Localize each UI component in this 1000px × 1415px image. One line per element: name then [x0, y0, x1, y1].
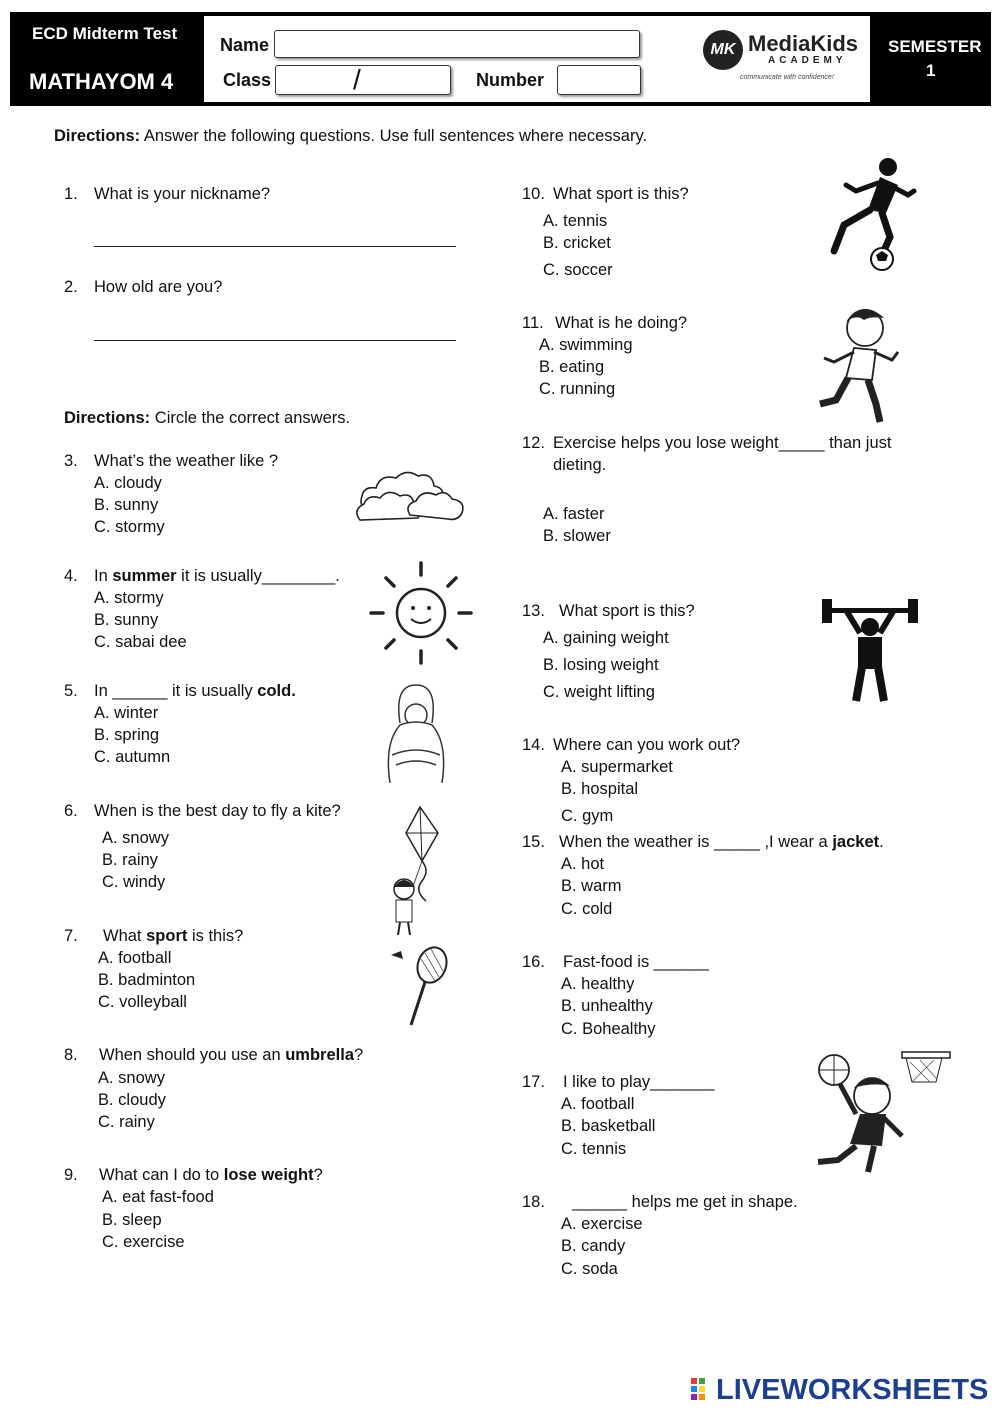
q13-option-b[interactable]: B. losing weight — [543, 656, 659, 674]
q9-number: 9. — [64, 1166, 78, 1184]
q5-text — [94, 680, 296, 702]
q3-option-c[interactable]: C. stormy — [94, 518, 165, 536]
directions-2 — [64, 407, 350, 429]
winter-person-icon — [370, 683, 460, 788]
q4-option-a[interactable]: A. stormy — [94, 589, 164, 607]
q11-option-a[interactable]: A. swimming — [539, 336, 633, 354]
q12-text-line1: Exercise helps you lose weight_____ than just — [553, 434, 892, 452]
q6-option-a[interactable]: A. snowy — [102, 829, 169, 847]
q2-answer-line[interactable] — [94, 326, 456, 341]
q2-number: 2. — [64, 278, 78, 296]
q4-text-pre: In — [94, 567, 113, 585]
q15-keyword: jacket — [832, 833, 880, 851]
q3-option-b[interactable]: B. sunny — [94, 496, 159, 514]
number-label: Number — [476, 70, 545, 90]
q3-text: What’s the weather like ? — [94, 452, 279, 470]
q4-option-c[interactable]: C. sabai dee — [94, 633, 187, 651]
q15-text — [559, 831, 884, 853]
q12-text-line2: dieting. — [553, 456, 607, 474]
q18-number: 18. — [522, 1193, 545, 1211]
q13-option-a[interactable]: A. gaining weight — [543, 629, 669, 647]
q3-number: 3. — [64, 452, 78, 470]
q14-number: 14. — [522, 736, 545, 754]
q11-number: 11. — [522, 314, 544, 332]
brand-tagline: communicate with confidence! — [740, 74, 834, 81]
q10-text: What sport is this? — [553, 185, 689, 203]
q4-text-post: it is usually________. — [176, 567, 340, 585]
q10-option-b[interactable]: B. cricket — [543, 234, 611, 252]
q11-text: What is he doing? — [555, 314, 688, 332]
name-label: Name — [220, 35, 270, 55]
sun-icon — [366, 560, 476, 666]
q18-option-b[interactable]: B. candy — [561, 1237, 626, 1255]
level-title: MATHAYOM 4 — [29, 69, 174, 94]
test-name: ECD Midterm Test — [32, 24, 178, 43]
q13-option-c[interactable]: C. weight lifting — [543, 683, 655, 701]
q9-text-pre: What can I do to — [99, 1166, 224, 1184]
liveworksheets-brand[interactable]: LIVEWORKSHEETS — [716, 1374, 989, 1406]
q8-text-post: ? — [354, 1046, 364, 1064]
directions-label: Directions: — [54, 127, 141, 145]
q4-keyword: summer — [112, 567, 177, 585]
q7-text-post: is this? — [187, 927, 244, 945]
q15-number: 15. — [522, 833, 545, 851]
q4-number: 4. — [64, 567, 78, 585]
class-separator: / — [353, 64, 361, 95]
directions-text: Circle the correct answers. — [150, 409, 351, 427]
running-boy-icon — [810, 300, 910, 425]
q8-option-c[interactable]: C. rainy — [98, 1113, 155, 1131]
q17-text: I like to play_______ — [563, 1073, 715, 1091]
number-input[interactable] — [557, 65, 641, 95]
q1-answer-line[interactable] — [94, 232, 456, 247]
q15-option-c[interactable]: C. cold — [561, 900, 613, 918]
directions-label: Directions: — [64, 409, 151, 427]
q18-text: ______ helps me get in shape. — [572, 1193, 798, 1211]
q10-number: 10. — [522, 185, 545, 203]
q16-option-a[interactable]: A. healthy — [561, 975, 635, 993]
q5-option-a[interactable]: A. winter — [94, 704, 159, 722]
q12-option-b[interactable]: B. slower — [543, 527, 611, 545]
q1-number: 1. — [64, 185, 78, 203]
kite-icon — [380, 805, 450, 937]
q9-option-c[interactable]: C. exercise — [102, 1233, 185, 1251]
q18-option-c[interactable]: C. soda — [561, 1260, 618, 1278]
q7-text — [103, 925, 243, 947]
q8-text — [99, 1044, 363, 1066]
q1-text: What is your nickname? — [94, 185, 271, 203]
q4-option-b[interactable]: B. sunny — [94, 611, 159, 629]
semester-value: 1 — [926, 61, 936, 80]
q17-option-a[interactable]: A. football — [561, 1095, 635, 1113]
q5-option-b[interactable]: B. spring — [94, 726, 160, 744]
q6-text: When is the best day to fly a kite? — [94, 802, 341, 820]
q7-option-b[interactable]: B. badminton — [98, 971, 196, 989]
q10-option-a[interactable]: A. tennis — [543, 212, 608, 230]
q6-option-c[interactable]: C. windy — [102, 873, 166, 891]
q9-keyword: lose weight — [223, 1166, 314, 1184]
directions-text: Answer the following questions. Use full sentences where necessary. — [140, 127, 648, 145]
q7-text-pre: What — [103, 927, 147, 945]
q15-option-b[interactable]: B. warm — [561, 877, 622, 895]
q14-option-a[interactable]: A. supermarket — [561, 758, 673, 776]
q14-text: Where can you work out? — [553, 736, 741, 754]
q15-text-pre: When the weather is _____ ,I wear a — [559, 833, 833, 851]
q5-text-pre: In ______ it is usually — [94, 682, 258, 700]
q17-number: 17. — [522, 1073, 545, 1091]
q13-number: 13. — [522, 602, 545, 620]
q15-text-post: . — [879, 833, 884, 851]
q12-option-a[interactable]: A. faster — [543, 505, 605, 523]
q8-number: 8. — [64, 1046, 78, 1064]
q16-text: Fast-food is ______ — [563, 953, 709, 971]
name-input[interactable] — [274, 30, 640, 58]
q16-option-b[interactable]: B. unhealthy — [561, 997, 653, 1015]
q10-option-c[interactable]: C. soccer — [543, 261, 613, 279]
q8-option-a[interactable]: A. snowy — [98, 1069, 165, 1087]
clouds-icon — [350, 465, 475, 535]
q5-number: 5. — [64, 682, 78, 700]
q16-number: 16. — [522, 953, 545, 971]
q3-option-a[interactable]: A. cloudy — [94, 474, 162, 492]
q9-text — [99, 1164, 323, 1186]
basketball-player-icon — [810, 1048, 960, 1178]
q11-option-b[interactable]: B. eating — [539, 358, 605, 376]
q18-option-a[interactable]: A. exercise — [561, 1215, 643, 1233]
class-input[interactable] — [275, 65, 451, 95]
q8-text-pre: When should you use an — [99, 1046, 286, 1064]
class-label: Class — [223, 70, 272, 90]
q12-number: 12. — [522, 434, 545, 452]
brand-sub: ACADEMY — [768, 55, 847, 66]
q8-option-b[interactable]: B. cloudy — [98, 1091, 166, 1109]
q4-text — [94, 565, 340, 587]
q6-option-b[interactable]: B. rainy — [102, 851, 158, 869]
q9-option-b[interactable]: B. sleep — [102, 1211, 162, 1229]
q13-text: What sport is this? — [559, 602, 695, 620]
q6-number: 6. — [64, 802, 78, 820]
soccer-player-icon — [820, 155, 925, 275]
q5-keyword: cold. — [257, 682, 296, 700]
q16-option-c[interactable]: C. Bohealthy — [561, 1020, 656, 1038]
q2-text: How old are you? — [94, 278, 223, 296]
q7-number: 7. — [64, 927, 78, 945]
q9-text-post: ? — [313, 1166, 323, 1184]
q11-option-c[interactable]: C. running — [539, 380, 616, 398]
directions-1 — [54, 125, 647, 147]
q17-option-b[interactable]: B. basketball — [561, 1117, 656, 1135]
q14-option-c[interactable]: C. gym — [561, 807, 614, 825]
q17-option-c[interactable]: C. tennis — [561, 1140, 627, 1158]
mediakids-logo-icon — [703, 30, 743, 70]
q15-option-a[interactable]: A. hot — [561, 855, 605, 873]
q14-option-b[interactable]: B. hospital — [561, 780, 639, 798]
liveworksheets-logo-icon — [691, 1378, 713, 1404]
weightlifter-icon — [818, 595, 923, 705]
badminton-racket-icon — [385, 945, 455, 1030]
q7-option-a[interactable]: A. football — [98, 949, 172, 967]
q5-option-c[interactable]: C. autumn — [94, 748, 171, 766]
q7-keyword: sport — [146, 927, 188, 945]
q9-option-a[interactable]: A. eat fast-food — [102, 1188, 214, 1206]
semester-label: SEMESTER — [888, 37, 982, 56]
logo-mark-text: MK — [710, 41, 736, 58]
q8-keyword: umbrella — [285, 1046, 354, 1064]
q7-option-c[interactable]: C. volleyball — [98, 993, 187, 1011]
brand-name: MediaKids — [748, 31, 859, 56]
